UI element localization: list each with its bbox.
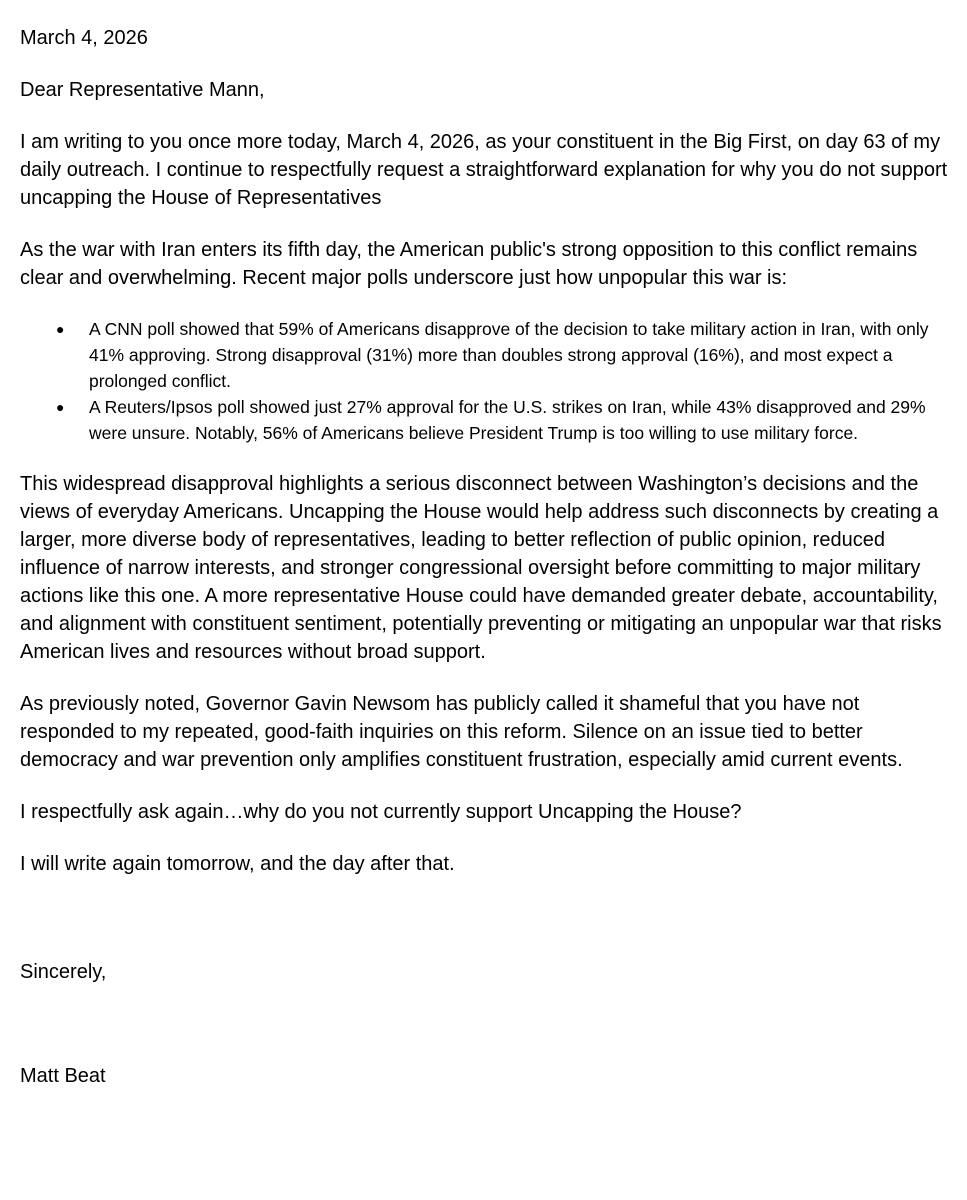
letter-date: March 4, 2026 [20,27,148,49]
letter-signature: Matt Beat [20,1065,106,1087]
list-item-text: A CNN poll showed that 59% of Americans disapprove of the decision to take military action in Iran, with only 41% approving. Strong disapproval (31%) more than doubles strong approval (16%), and most expect a prolonged conflict. [89,319,929,391]
letter-paragraph-newsom: As previously noted, Governor Gavin Newsom has publicly called it shameful that you have not responded to my repeated, good-faith inquiries on this reform. Silence on an issue tied to better democracy and war prevention only amplifies constituent frustration, especially amid current events. [20,693,903,771]
letter-salutation: Dear Representative Mann, [20,79,265,101]
bullet-icon: ● [56,399,65,415]
bullet-icon: ● [56,321,65,337]
letter-paragraph-intro: I am writing to you once more today, March 4, 2026, as your constituent in the Big First, on day 63 of my daily outreach. I continue to respectfully request a straightforward explanation for why you do not support uncapping the House of Representatives [20,131,948,209]
letter-paragraph-question: I respectfully ask again…why do you not currently support Uncapping the House? [20,801,742,823]
letter-paragraph-commitment: I will write again tomorrow, and the day after that. [20,853,455,875]
letter-document [20,24,950,1090]
letter-paragraph-disconnect: This widespread disapproval highlights a serious disconnect between Washington’s decisions and the views of everyday Americans. Uncapping the House would help address such disconnects by creating a larger, more diverse body of representatives, leading to better reflection of public opinion, reduced influence of narrow interests, and stronger congressional oversight before committing to major military actions like this one. A more representative House could have demanded greater debate, accountability, and alignment with constituent sentiment, potentially preventing or mitigating an unpopular war that risks American lives and resources without broad support. [20,473,942,663]
letter-closing: Sincerely, [20,961,107,983]
letter-paragraph-war: As the war with Iran enters its fifth day, the American public's strong opposition to this conflict remains clear and overwhelming. Recent major polls underscore just how unpopular this war is: [20,239,918,289]
poll-bullet-list [20,316,950,446]
list-item-text: A Reuters/Ipsos poll showed just 27% approval for the U.S. strikes on Iran, while 43% disapproved and 29% were unsure. Notably, 56% of Americans believe President Trump is too willing to use military force. [89,397,926,443]
list-item [20,394,950,446]
list-item [20,316,950,394]
